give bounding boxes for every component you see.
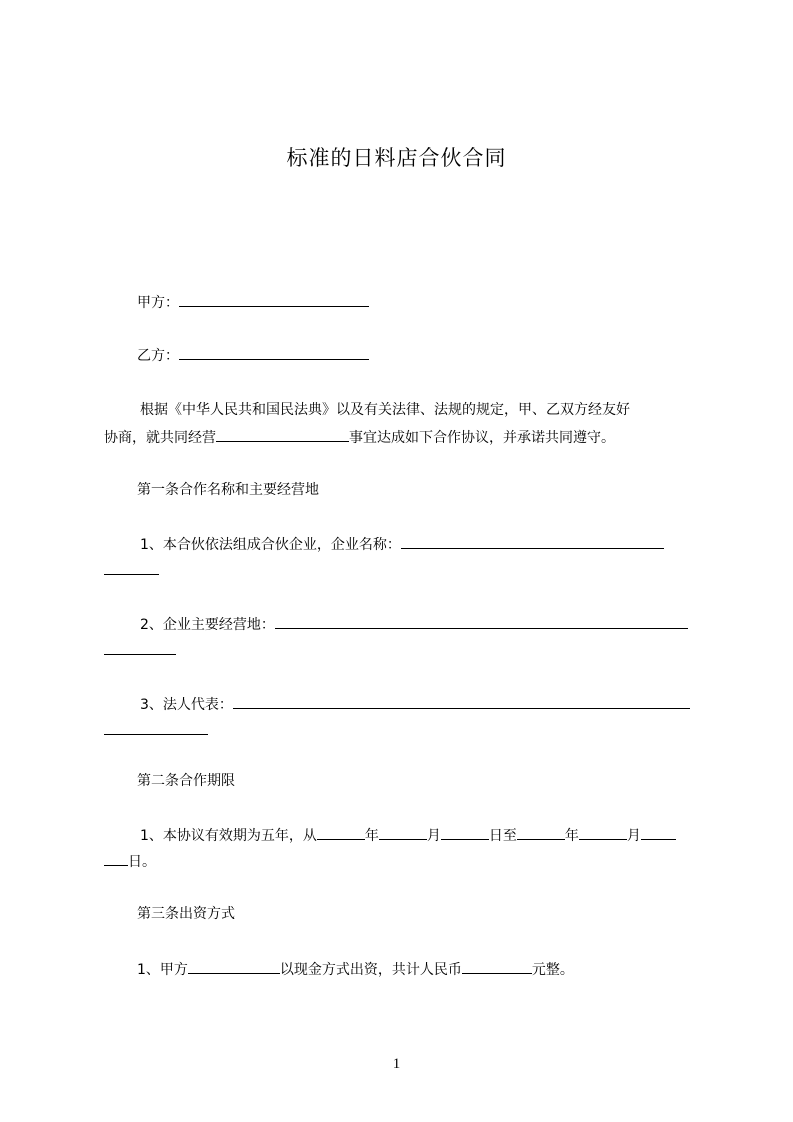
article-2-item-1-cont — [104, 850, 156, 872]
business-address-blank-cont — [104, 639, 176, 655]
legal-rep-label: 3、法人代表： — [140, 697, 233, 713]
article-1-item-2 — [140, 613, 688, 635]
document-title: 标准的日料店合伙合同 — [286, 146, 507, 170]
start-month-blank — [379, 824, 427, 840]
business-address-label: 2、企业主要经营地： — [140, 617, 275, 633]
article-1-item-3-cont — [104, 719, 208, 741]
article-1-item-1-cont — [104, 559, 159, 581]
start-day-blank — [441, 824, 489, 840]
party-a-line — [137, 291, 369, 313]
preamble-part3: 事宜达成如下合作协议，并承诺共同遵守。 — [349, 430, 615, 446]
party-b-line — [137, 344, 369, 366]
preamble-part2: 协商，就共同经营 — [104, 430, 216, 446]
start-day-to-label: 日至 — [488, 828, 517, 844]
term-prefix: 1、本协议有效期为五年，从 — [140, 828, 317, 844]
legal-rep-blank — [233, 693, 690, 709]
business-blank — [216, 426, 349, 442]
party-a-contribution-suffix: 元整。 — [531, 962, 574, 978]
article-3-item-1 — [137, 958, 574, 980]
end-day-blank — [641, 824, 676, 840]
start-month-label: 月 — [426, 828, 441, 844]
contribution-form-blank — [188, 958, 280, 974]
company-name-blank-cont — [104, 559, 159, 575]
page-number: 1 — [392, 1056, 401, 1072]
party-a-blank — [179, 291, 369, 307]
party-b-blank — [179, 344, 369, 360]
article-2-heading: 第二条合作期限 — [137, 773, 235, 789]
company-name-blank — [401, 533, 664, 549]
article-1-item-3 — [140, 693, 690, 715]
preamble-line-1: 根据《中华人民共和国民法典》以及有关法律、法规的规定，甲、乙双方经友好 — [140, 402, 630, 418]
article-1-item-2-cont — [104, 639, 176, 661]
article-2-item-1 — [140, 824, 676, 846]
end-day-label: 日。 — [128, 854, 156, 870]
end-year-blank — [517, 824, 565, 840]
end-month-blank — [579, 824, 627, 840]
company-name-label: 1、本合伙依法组成合伙企业，企业名称： — [140, 537, 401, 553]
contribution-amount-blank — [462, 958, 532, 974]
article-1-item-1 — [140, 533, 664, 555]
party-a-label: 甲方： — [137, 295, 179, 311]
business-address-blank — [275, 613, 688, 629]
article-3-heading: 第三条出资方式 — [137, 906, 235, 922]
start-year-label: 年 — [364, 828, 379, 844]
start-year-blank — [317, 824, 365, 840]
preamble-line-2 — [104, 426, 615, 448]
party-a-contribution-prefix: 1、甲方 — [137, 962, 188, 978]
end-month-label: 月 — [626, 828, 641, 844]
end-year-label: 年 — [564, 828, 579, 844]
end-day-blank-cont — [104, 850, 128, 866]
article-1-heading: 第一条合作名称和主要经营地 — [137, 482, 319, 498]
legal-rep-blank-cont — [104, 719, 208, 735]
party-b-label: 乙方： — [137, 348, 179, 364]
party-a-contribution-middle: 以现金方式出资，共计人民币 — [279, 962, 462, 978]
